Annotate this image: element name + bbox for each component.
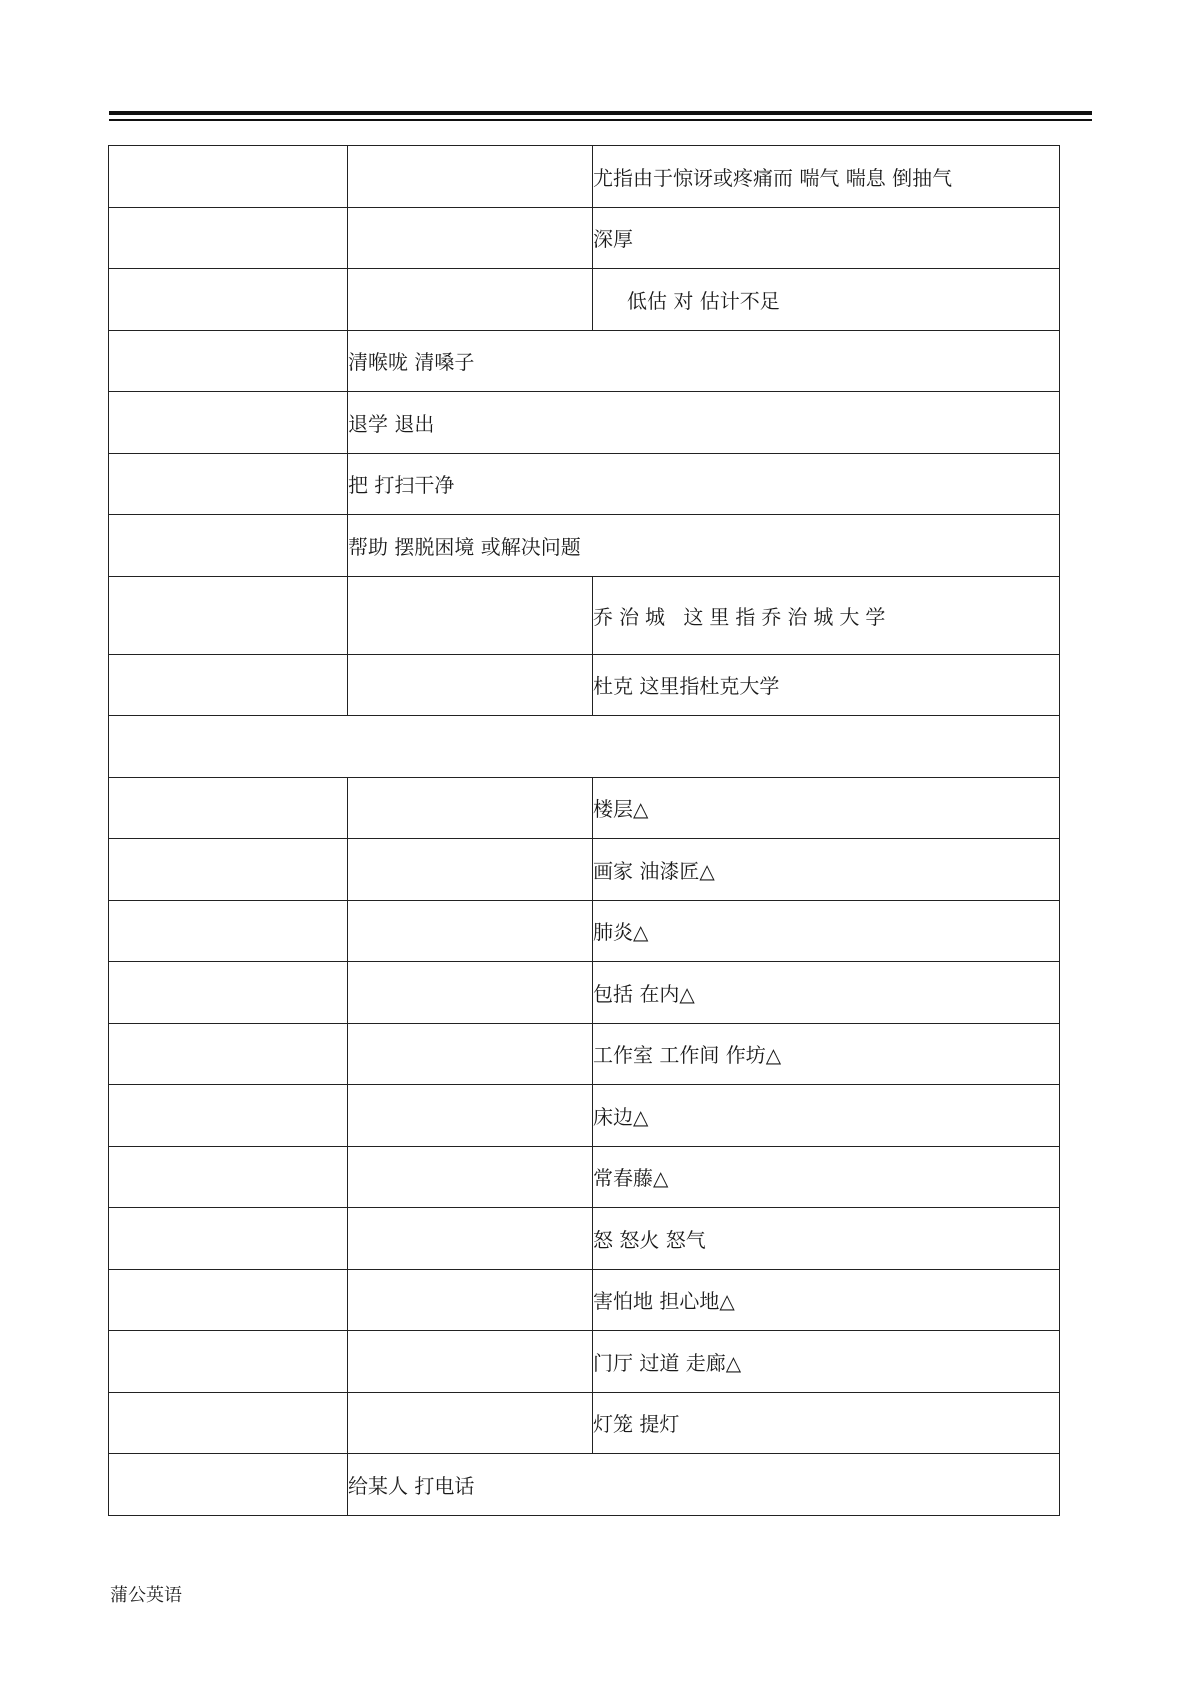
- meaning-cell: 门厅 过道 走廊△: [593, 1331, 1060, 1393]
- meaning-cell: 低估 对 估计不足: [593, 269, 1060, 331]
- meaning-cell: 包括 在内△: [593, 962, 1060, 1024]
- word-cell: [109, 654, 348, 716]
- header-rule-thin: [109, 119, 1092, 121]
- table-row: [109, 269, 1060, 331]
- table-row: [109, 1208, 1060, 1270]
- meaning-cell: 尤指由于惊讶或疼痛而 喘气 喘息 倒抽气: [593, 146, 1060, 208]
- table-row: [109, 777, 1060, 839]
- phrase-meaning-cell: 给某人 打电话: [348, 1454, 1060, 1516]
- pos-cell: [348, 207, 593, 269]
- meaning-cell: 常春藤△: [593, 1146, 1060, 1208]
- vocabulary-table: [108, 145, 1060, 1516]
- word-cell: [109, 1269, 348, 1331]
- phrase-meaning-cell: 退学 退出: [348, 392, 1060, 454]
- table-row: [109, 576, 1060, 654]
- word-cell: [109, 777, 348, 839]
- footer-brand: 蒲公英语: [110, 1585, 182, 1606]
- pos-cell: [348, 777, 593, 839]
- table-row: [109, 1269, 1060, 1331]
- word-cell: [109, 1023, 348, 1085]
- meaning-cell: 肺炎△: [593, 900, 1060, 962]
- pos-cell: [348, 654, 593, 716]
- phrase-cell: [109, 330, 348, 392]
- meaning-cell: 杜克 这里指杜克大学: [593, 654, 1060, 716]
- word-cell: [109, 900, 348, 962]
- word-cell: [109, 839, 348, 901]
- table-row: [109, 392, 1060, 454]
- pos-cell: [348, 1146, 593, 1208]
- word-cell: [109, 269, 348, 331]
- phrase-meaning-cell: 清喉咙 清嗓子: [348, 330, 1060, 392]
- pos-cell: [348, 900, 593, 962]
- meaning-cell: 灯笼 提灯: [593, 1392, 1060, 1454]
- pos-cell: [348, 1023, 593, 1085]
- pos-cell: [348, 839, 593, 901]
- table-row: [109, 900, 1060, 962]
- word-cell: [109, 576, 348, 654]
- meaning-cell: 害怕地 担心地△: [593, 1269, 1060, 1331]
- header-rule-thick: [109, 111, 1092, 115]
- table-row: [109, 207, 1060, 269]
- word-cell: [109, 1392, 348, 1454]
- table-row: [109, 330, 1060, 392]
- pos-cell: [348, 146, 593, 208]
- pos-cell: [348, 576, 593, 654]
- table-row: [109, 962, 1060, 1024]
- table-row: [109, 654, 1060, 716]
- pos-cell: [348, 962, 593, 1024]
- meaning-cell: 深厚: [593, 207, 1060, 269]
- meaning-cell: 画家 油漆匠△: [593, 839, 1060, 901]
- phrase-meaning-cell: 帮助 摆脱困境 或解决问题: [348, 515, 1060, 577]
- word-cell: [109, 1208, 348, 1270]
- word-cell: [109, 1146, 348, 1208]
- pos-cell: [348, 1269, 593, 1331]
- table-row: [109, 716, 1060, 778]
- table-row: [109, 1331, 1060, 1393]
- meaning-cell: 楼层△: [593, 777, 1060, 839]
- table-row: [109, 146, 1060, 208]
- pos-cell: [348, 1392, 593, 1454]
- table-row: [109, 453, 1060, 515]
- pos-cell: [348, 1085, 593, 1147]
- table-row: [109, 515, 1060, 577]
- word-cell: [109, 1085, 348, 1147]
- phrase-cell: [109, 392, 348, 454]
- meaning-cell: 床边△: [593, 1085, 1060, 1147]
- pos-cell: [348, 1208, 593, 1270]
- word-cell: [109, 146, 348, 208]
- meaning-cell: 怒 怒火 怒气: [593, 1208, 1060, 1270]
- meaning-cell: 乔治城 这里指乔治城大学: [593, 576, 1060, 654]
- phrase-cell: [109, 515, 348, 577]
- table-row: [109, 1392, 1060, 1454]
- meaning-cell: 工作室 工作间 作坊△: [593, 1023, 1060, 1085]
- table-row: [109, 839, 1060, 901]
- section-divider-cell: [109, 716, 1060, 778]
- table-row: [109, 1454, 1060, 1516]
- table-row: [109, 1085, 1060, 1147]
- pos-cell: [348, 1331, 593, 1393]
- word-cell: [109, 207, 348, 269]
- phrase-cell: [109, 1454, 348, 1516]
- word-cell: [109, 1331, 348, 1393]
- table-row: [109, 1023, 1060, 1085]
- phrase-cell: [109, 453, 348, 515]
- pos-cell: [348, 269, 593, 331]
- word-cell: [109, 962, 348, 1024]
- table-row: [109, 1146, 1060, 1208]
- phrase-meaning-cell: 把 打扫干净: [348, 453, 1060, 515]
